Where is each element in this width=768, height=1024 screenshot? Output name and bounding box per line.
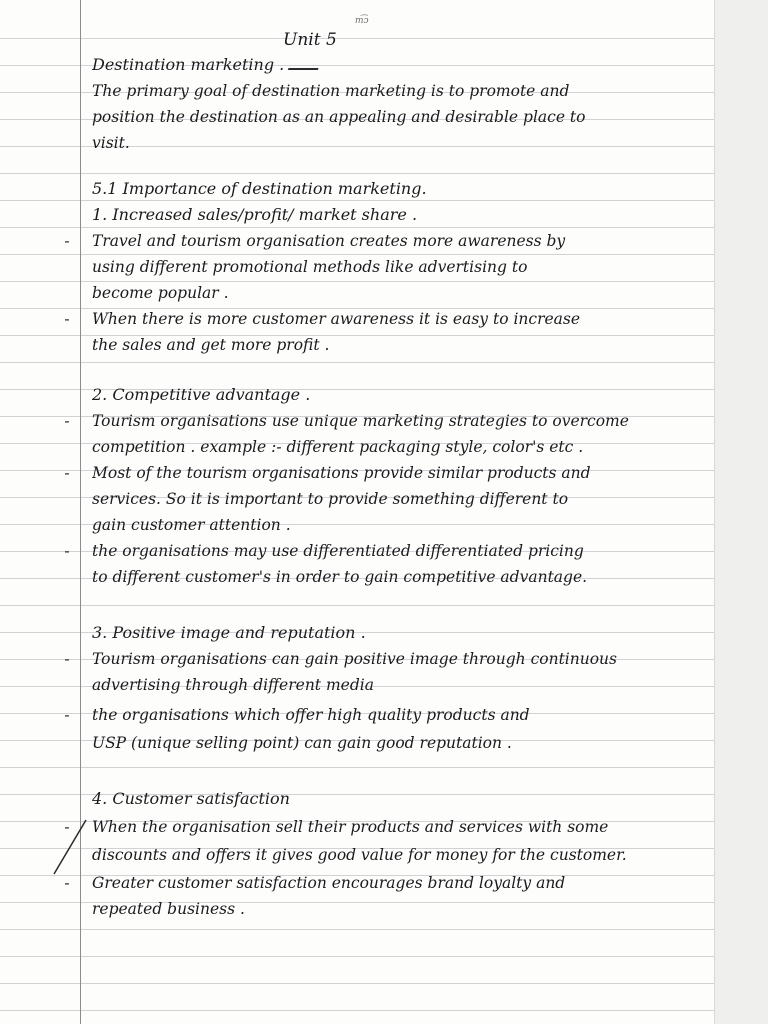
- bullet-line: gain customer attention .: [92, 516, 291, 534]
- bullet-line: become popular .: [92, 284, 229, 302]
- point-title: 4. Customer satisfaction: [92, 789, 290, 808]
- bullet-line: services. So it is important to provide something different to: [92, 490, 569, 508]
- bullet-line: When there is more customer awareness it is easy to increase: [92, 310, 581, 328]
- bullet-dash: -: [64, 874, 70, 892]
- bullet-dash: -: [64, 232, 70, 250]
- bullet-line: the organisations may use differentiated differentiated pricing: [92, 542, 584, 560]
- unit-title: Unit 5: [283, 30, 337, 50]
- bullet-line: Tourism organisations use unique marketing strategies to overcome: [92, 412, 629, 430]
- intro-line: visit.: [92, 134, 130, 152]
- bullet-line: the organisations which offer high quality products and: [92, 706, 530, 724]
- bullet-line: advertising through different media: [92, 676, 374, 694]
- intro-line: The primary goal of destination marketing is to promote and: [92, 82, 570, 100]
- bullet-line: When the organisation sell their products and services with some: [92, 818, 609, 836]
- point-title: 1. Increased sales/profit/ market share .: [92, 205, 418, 224]
- bullet-dash: -: [64, 464, 70, 482]
- page-heading-text: Destination marketing .: [92, 55, 285, 74]
- bullet-line: the sales and get more profit .: [92, 336, 330, 354]
- unit-scribble: m͡ɔ: [355, 16, 369, 26]
- point-title: 3. Positive image and reputation .: [92, 623, 366, 642]
- bullet-line: Tourism organisations can gain positive image through continuous: [92, 650, 617, 668]
- bullet-line: Travel and tourism organisation creates more awareness by: [92, 232, 566, 250]
- bullet-dash: -: [64, 818, 70, 836]
- bullet-line: discounts and offers it gives good value for money for the customer.: [92, 846, 627, 864]
- scribble-mark: [288, 58, 322, 70]
- bullet-line: repeated business .: [92, 900, 245, 918]
- bullet-dash: -: [64, 310, 70, 328]
- bullet-dash: -: [64, 542, 70, 560]
- bullet-dash: -: [64, 706, 70, 724]
- bullet-line: using different promotional methods like advertising to: [92, 258, 528, 276]
- page-heading: [92, 52, 704, 78]
- bullet-line: to different customer's in order to gain competitive advantage.: [92, 568, 588, 586]
- point-title: 2. Competitive advantage .: [92, 385, 311, 404]
- bullet-line: USP (unique selling point) can gain good reputation .: [92, 734, 512, 752]
- bullet-dash: -: [64, 650, 70, 668]
- intro-line: position the destination as an appealing and desirable place to: [92, 108, 586, 126]
- bullet-line: Most of the tourism organisations provide similar products and: [92, 464, 591, 482]
- bullet-dash: -: [64, 412, 70, 430]
- bullet-line: Greater customer satisfaction encourages brand loyalty and: [92, 874, 566, 892]
- bullet-line: competition . example :- different packaging style, color's etc .: [92, 438, 584, 456]
- page-edge: [714, 0, 768, 1024]
- slash-mark: [50, 818, 90, 878]
- section-heading: 5.1 Importance of destination marketing.: [92, 179, 427, 198]
